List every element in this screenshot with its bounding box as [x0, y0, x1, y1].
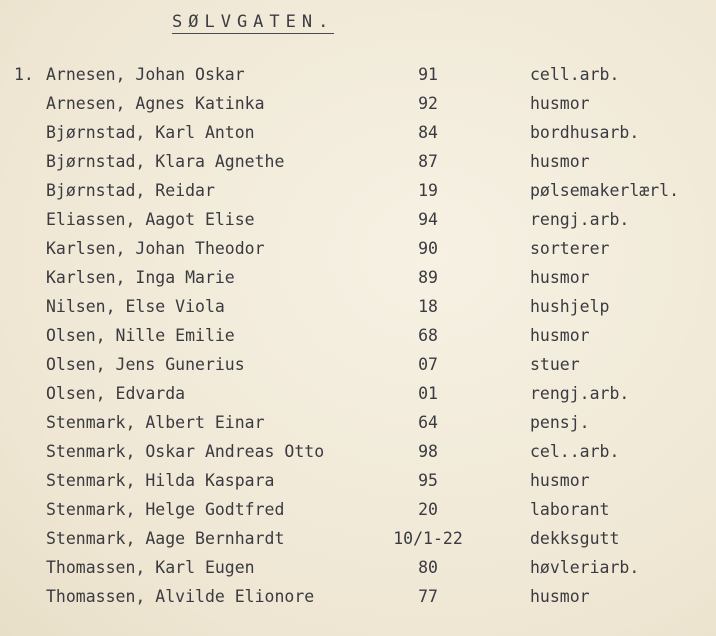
- list-item: [0, 234, 716, 263]
- list-item: [0, 437, 716, 466]
- resident-name: Karlsen, Inga Marie: [46, 268, 235, 287]
- resident-name: Thomassen, Alvilde Elionore: [46, 587, 315, 606]
- birth-year: 68: [418, 326, 438, 345]
- occupation: husmor: [530, 471, 590, 490]
- occupation: husmor: [530, 268, 590, 287]
- list-item: [0, 292, 716, 321]
- occupation: husmor: [530, 152, 590, 171]
- resident-name: Bjørnstad, Reidar: [46, 181, 215, 200]
- list-item: [0, 321, 716, 350]
- resident-name: Thomassen, Karl Eugen: [46, 558, 255, 577]
- occupation: høvleriarb.: [530, 558, 640, 577]
- occupation: rengj.arb.: [530, 384, 630, 403]
- list-item: [0, 466, 716, 495]
- birth-year: 94: [418, 210, 438, 229]
- list-item: [0, 495, 716, 524]
- list-item: [0, 524, 716, 553]
- resident-name: Eliassen, Aagot Elise: [46, 210, 255, 229]
- resident-name: Stenmark, Hilda Kaspara: [46, 471, 275, 490]
- resident-name: Stenmark, Oskar Andreas Otto: [46, 442, 325, 461]
- list-item: [0, 408, 716, 437]
- occupation: cell.arb.: [530, 65, 620, 84]
- resident-name: Arnesen, Johan Oskar: [46, 65, 245, 84]
- resident-name: Nilsen, Else Viola: [46, 297, 225, 316]
- birth-year: 10/1-22: [393, 529, 463, 548]
- list-item: [0, 147, 716, 176]
- birth-year: 20: [418, 500, 438, 519]
- list-item: [0, 118, 716, 147]
- birth-year: 18: [418, 297, 438, 316]
- resident-list: [0, 60, 716, 611]
- list-item: [0, 89, 716, 118]
- birth-year: 07: [418, 355, 438, 374]
- birth-year: 64: [418, 413, 438, 432]
- birth-year: 77: [418, 587, 438, 606]
- birth-year: 89: [418, 268, 438, 287]
- list-item: [0, 205, 716, 234]
- entry-number: 1.: [14, 65, 34, 84]
- occupation: hushjelp: [530, 297, 610, 316]
- list-item: [0, 60, 716, 89]
- resident-name: Bjørnstad, Karl Anton: [46, 123, 255, 142]
- resident-name: Olsen, Edvarda: [46, 384, 186, 403]
- list-item: [0, 379, 716, 408]
- resident-name: Stenmark, Aage Bernhardt: [46, 529, 285, 548]
- resident-name: Olsen, Nille Emilie: [46, 326, 235, 345]
- occupation: pensj.: [530, 413, 590, 432]
- birth-year: 90: [418, 239, 438, 258]
- occupation: bordhusarb.: [530, 123, 640, 142]
- list-item: [0, 263, 716, 292]
- occupation: pølsemakerlærl.: [530, 181, 680, 200]
- birth-year: 95: [418, 471, 438, 490]
- occupation: rengj.arb.: [530, 210, 630, 229]
- birth-year: 80: [418, 558, 438, 577]
- resident-name: Karlsen, Johan Theodor: [46, 239, 265, 258]
- occupation: husmor: [530, 326, 590, 345]
- resident-name: Arnesen, Agnes Katinka: [46, 94, 265, 113]
- birth-year: 19: [418, 181, 438, 200]
- occupation: sorterer: [530, 239, 610, 258]
- occupation: stuer: [530, 355, 580, 374]
- list-item: [0, 176, 716, 205]
- resident-name: Stenmark, Helge Godtfred: [46, 500, 285, 519]
- occupation: dekksgutt: [530, 529, 620, 548]
- list-item: [0, 553, 716, 582]
- list-item: [0, 350, 716, 379]
- resident-name: Olsen, Jens Gunerius: [46, 355, 245, 374]
- occupation: husmor: [530, 587, 590, 606]
- birth-year: 98: [418, 442, 438, 461]
- resident-name: Stenmark, Albert Einar: [46, 413, 265, 432]
- page-title: SØLVGATEN.: [172, 12, 335, 32]
- birth-year: 01: [418, 384, 438, 403]
- resident-name: Bjørnstad, Klara Agnethe: [46, 152, 285, 171]
- occupation: laborant: [530, 500, 610, 519]
- birth-year: 87: [418, 152, 438, 171]
- occupation: husmor: [530, 94, 590, 113]
- birth-year: 84: [418, 123, 438, 142]
- birth-year: 92: [418, 94, 438, 113]
- list-item: [0, 582, 716, 611]
- occupation: cel..arb.: [530, 442, 620, 461]
- birth-year: 91: [418, 65, 438, 84]
